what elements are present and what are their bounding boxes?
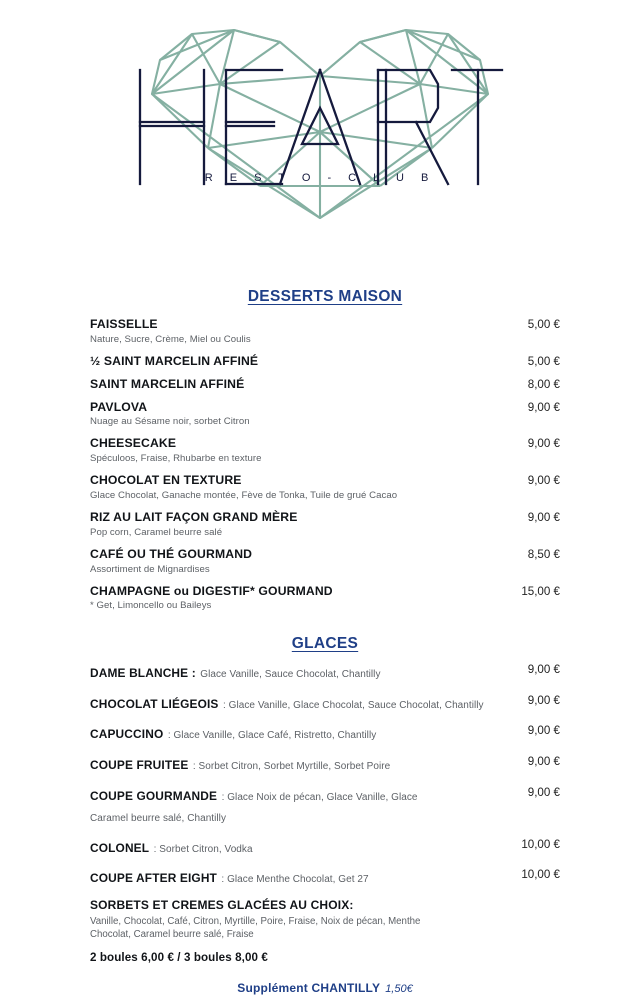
item-description: : Glace Noix de pécan, Glace Vanille, Glace Caramel beurre salé, Chantilly <box>90 791 418 825</box>
item-name: SAINT MARCELIN AFFINÉ <box>90 376 245 391</box>
item-name: COLONEL <box>90 840 150 855</box>
menu-item <box>90 785 560 828</box>
menu-item <box>90 867 560 889</box>
item-price: 9,00 € <box>527 437 560 451</box>
item-description: Assortiment de Mignardises <box>90 563 210 575</box>
menu-item <box>90 473 560 503</box>
sorbets-block <box>90 898 560 964</box>
menu-item <box>90 547 560 577</box>
item-name: COUPE GOURMANDE <box>90 788 218 803</box>
item-description: Glace Chocolat, Ganache montée, Fève de Tonka, Tuile de grué Cacao <box>90 489 398 501</box>
item-price: 9,00 € <box>527 693 560 707</box>
menu-content <box>0 288 640 995</box>
menu-item <box>90 584 560 614</box>
item-price: 9,00 € <box>527 400 560 414</box>
item-price: 10,00 € <box>521 868 560 882</box>
sorbets-heading: SORBETS ET CREMES GLACÉES AU CHOIX: <box>90 898 354 913</box>
item-description: Nature, Sucre, Crème, Miel ou Coulis <box>90 333 251 345</box>
menu-item <box>90 510 560 540</box>
item-name: CAFÉ OU THÉ GOURMAND <box>90 546 253 561</box>
sorbets-price-line: 2 boules 6,00 € / 3 boules 8,00 € <box>90 950 268 964</box>
item-price: 9,00 € <box>527 724 560 738</box>
menu-item <box>90 662 560 684</box>
menu-item <box>90 436 560 466</box>
item-name: COUPE AFTER EIGHT <box>90 871 217 886</box>
supplement-chantilly <box>90 981 560 995</box>
section-title-glaces: GLACES <box>291 635 359 653</box>
item-name: ½ SAINT MARCELIN AFFINÉ <box>90 353 259 368</box>
item-price: 15,00 € <box>521 584 560 598</box>
item-name: CHOCOLAT EN TEXTURE <box>90 473 242 488</box>
item-price: 9,00 € <box>527 755 560 769</box>
supplement-price: 1,50€ <box>385 982 413 995</box>
item-name: CHEESECAKE <box>90 436 177 451</box>
item-price: 8,50 € <box>527 547 560 561</box>
item-description: Spéculoos, Fraise, Rhubarbe en texture <box>90 453 262 465</box>
item-description: Nuage au Sésame noir, sorbet Citron <box>90 416 250 428</box>
item-price: 9,00 € <box>527 474 560 488</box>
item-name: CHOCOLAT LIÉGEOIS <box>90 696 219 711</box>
glaces-list <box>90 662 560 889</box>
item-price: 9,00 € <box>527 510 560 524</box>
item-description: : Glace Menthe Chocolat, Get 27 <box>221 874 369 886</box>
item-name: FAISSELLE <box>90 317 158 331</box>
menu-item <box>90 754 560 776</box>
menu-item <box>90 693 560 715</box>
menu-item <box>90 354 560 370</box>
item-price: 5,00 € <box>527 318 560 331</box>
item-name: DAME BLANCHE : <box>90 666 196 681</box>
sorbets-flavors: Vanille, Chocolat, Café, Citron, Myrtille, Poire, Fraise, Noix de pécan, Menthe Chocolat, Caramel beurre salé, Fraise <box>90 915 421 941</box>
menu-item <box>90 723 560 745</box>
heart-logo-graphic <box>130 22 510 227</box>
item-name: RIZ AU LAIT FAÇON GRAND MÈRE <box>90 509 298 524</box>
menu-item <box>90 377 560 393</box>
menu-item <box>90 317 560 347</box>
item-price: 9,00 € <box>527 785 560 799</box>
item-description: * Get, Limoncello ou Baileys <box>90 600 212 612</box>
low-poly-heart-icon <box>152 30 488 218</box>
item-price: 8,00 € <box>527 377 560 391</box>
item-description: : Sorbet Citron, Vodka <box>153 843 253 855</box>
menu-item <box>90 837 560 859</box>
logo-tagline: R E S T O - C L U B <box>204 172 436 184</box>
item-description: Glace Vanille, Sauce Chocolat, Chantilly <box>200 669 381 681</box>
item-name: PAVLOVA <box>90 399 148 414</box>
restaurant-logo <box>0 22 640 237</box>
item-price: 10,00 € <box>521 837 560 851</box>
supplement-label: Supplément CHANTILLY <box>237 980 381 995</box>
item-description: : Glace Vanille, Glace Chocolat, Sauce Chocolat, Chantilly <box>222 699 484 711</box>
item-name: CHAMPAGNE ou DIGESTIF* GOURMAND <box>90 583 333 598</box>
item-price: 9,00 € <box>527 663 560 677</box>
item-name: COUPE FRUITEE <box>90 758 189 773</box>
section-title-desserts: DESSERTS MAISON <box>247 288 403 305</box>
item-description: : Sorbet Citron, Sorbet Myrtille, Sorbet Poire <box>192 761 391 773</box>
menu-item <box>90 400 560 430</box>
item-price: 5,00 € <box>527 354 560 368</box>
desserts-list <box>90 317 560 613</box>
item-description: : Glace Vanille, Glace Café, Ristretto, Chantilly <box>167 730 377 742</box>
item-description: Pop corn, Caramel beurre salé <box>90 526 223 538</box>
item-name: CAPUCCINO <box>90 727 164 742</box>
